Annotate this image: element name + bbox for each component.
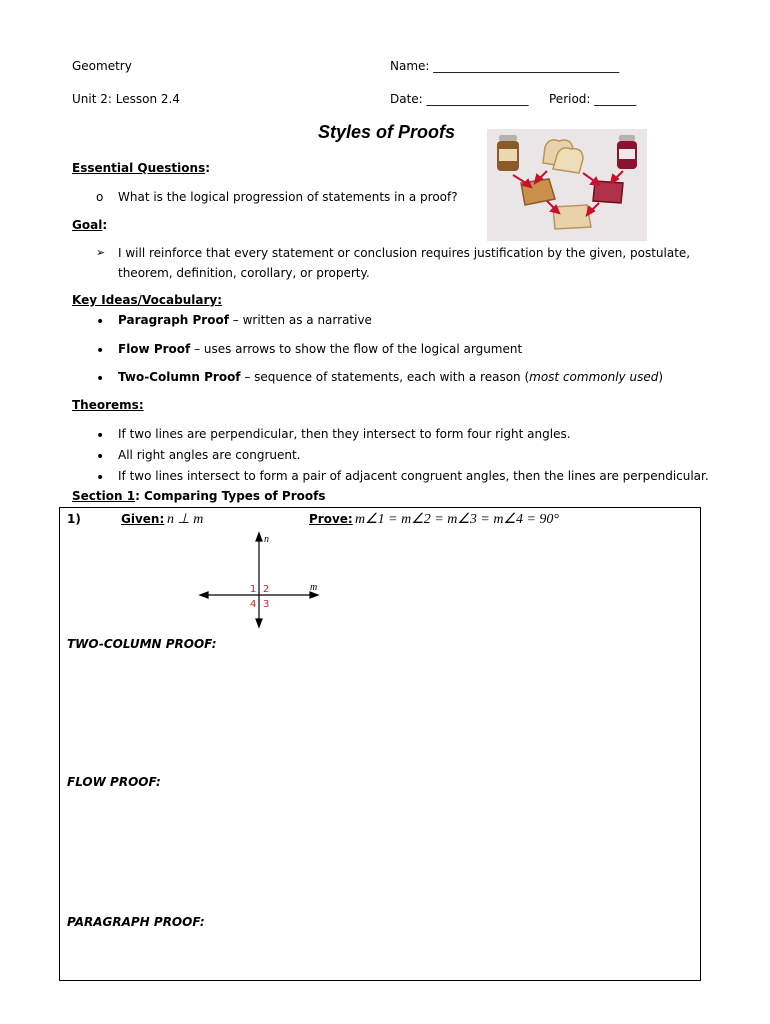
sandwich-flow-picture <box>487 129 647 241</box>
problem-number: 1) <box>67 512 81 526</box>
bullet-dot-icon: • <box>96 371 105 387</box>
arrowhead-icon <box>256 533 262 541</box>
angle-1-label: 1 <box>250 584 257 595</box>
goal-line-2: theorem, definition, corollary, or property. <box>118 266 370 280</box>
goal-colon: : <box>102 218 108 232</box>
bullet-dot-icon: • <box>96 343 105 359</box>
vocab-term: Two-Column Proof <box>118 370 241 384</box>
goal-line-1: I will reinforce that every statement or conclusion requires justification by the given, postulate, <box>118 246 691 260</box>
name-field-label: Name: _______________________________ <box>390 59 620 73</box>
vocab-item-flow <box>118 342 522 356</box>
section-heading <box>72 489 325 503</box>
vocab-item-two-column <box>118 370 663 384</box>
label-n: n <box>264 534 269 545</box>
bread-slice-icon <box>543 140 583 173</box>
prove-label: Prove: <box>309 512 353 526</box>
period-field-label: Period: _______ <box>549 92 637 106</box>
angle-3-label: 3 <box>263 599 270 610</box>
course-label: Geometry <box>72 59 132 73</box>
flow-proof-label: FLOW PROOF: <box>67 775 161 789</box>
vocab-end: ) <box>658 370 664 384</box>
goal-heading <box>72 218 107 232</box>
section-label: Section 1 <box>72 489 136 503</box>
essential-question-text: What is the logical progression of statements in a proof? <box>118 190 458 204</box>
hollow-bullet-icon: o <box>96 190 104 204</box>
bullet-dot-icon: • <box>96 449 105 465</box>
theorem-item: If two lines are perpendicular, then they intersect to form four right angles. <box>118 427 571 441</box>
two-column-proof-label: TWO-COLUMN PROOF: <box>67 637 217 651</box>
perpendicular-lines-diagram <box>195 530 325 630</box>
bullet-dot-icon: • <box>96 428 105 444</box>
theorem-item: If two lines intersect to form a pair of adjacent congruent angles, then the lines are perpendicular. <box>118 469 709 483</box>
section-rest: : Comparing Types of Proofs <box>135 489 326 503</box>
problem-box <box>59 507 701 981</box>
goal-heading-text: Goal <box>72 218 103 232</box>
vocab-desc: – written as a narrative <box>228 313 372 327</box>
given-expression: n ⊥ m <box>167 512 204 527</box>
vocab-italic-note: most commonly used <box>529 370 659 384</box>
paragraph-proof-label: PARAGRAPH PROOF: <box>67 915 205 929</box>
bullet-dot-icon: • <box>96 470 105 486</box>
arrowhead-icon <box>200 592 208 598</box>
vocab-heading: Key Ideas/Vocabulary: <box>72 293 223 307</box>
sandwich-icon <box>521 179 623 229</box>
arrow-bullet-icon: ➢ <box>96 246 106 259</box>
label-m: m <box>310 582 318 593</box>
jelly-jar-icon <box>617 135 637 169</box>
vocab-item-paragraph <box>118 313 372 327</box>
arrowhead-icon <box>256 619 262 627</box>
unit-label: Unit 2: Lesson 2.4 <box>72 92 180 106</box>
essential-questions-heading <box>72 161 210 175</box>
date-field-label: Date: _________________ <box>390 92 529 106</box>
essential-colon: : <box>205 161 211 175</box>
theorems-heading: Theorems: <box>72 398 144 412</box>
given-label: Given: <box>121 512 165 526</box>
prove-expression: m∠1 = m∠2 = m∠3 = m∠4 = 90° <box>355 512 560 527</box>
bullet-dot-icon: • <box>96 314 105 330</box>
vocab-term: Paragraph Proof <box>118 313 229 327</box>
essential-questions-heading-text: Essential Questions <box>72 161 206 175</box>
vocab-desc: – sequence of statements, each with a reason ( <box>240 370 530 384</box>
vocab-term: Flow Proof <box>118 342 191 356</box>
vocab-desc: – uses arrows to show the flow of the logical argument <box>190 342 523 356</box>
angle-4-label: 4 <box>250 599 257 610</box>
sandwich-flow-illustration <box>487 129 647 241</box>
peanut-butter-jar-icon <box>497 135 519 171</box>
angle-2-label: 2 <box>263 584 270 595</box>
page-title: Styles of Proofs <box>318 122 456 142</box>
theorem-item: All right angles are congruent. <box>118 448 301 462</box>
